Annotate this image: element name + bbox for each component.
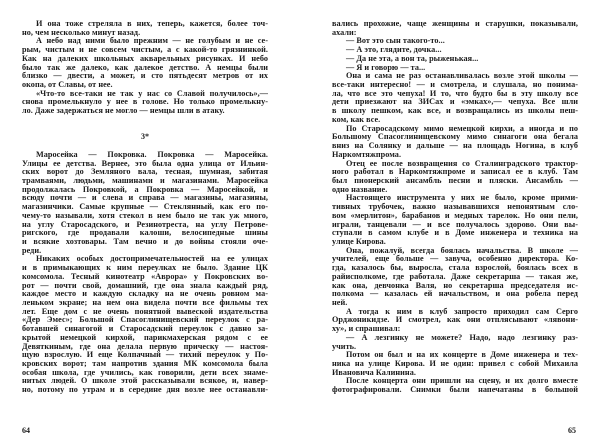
text-line: Потом он был и на их концерте в Доме инженера и тех- <box>346 350 578 360</box>
text-line: «Что-то все-таки не так у нас со Славой получилось»,— <box>36 88 268 98</box>
text-line: — Да не эта, а вон та, рыженькая... <box>346 53 479 63</box>
text-line: дети приезжают на ЗИСах и «эмках»,— чепуха. Все шли <box>332 97 578 107</box>
text-line: Улицы ее детства. Вернее, это была одна улица от Ильин- <box>22 158 268 168</box>
text-line: После концерта они пришли на сцену, и их долго вместе <box>346 376 578 386</box>
text-line: Девяткиным, где она делала первую прическу — настоя- <box>22 341 268 351</box>
text-line: Как на далеких школьных акварельных рисунках. И небо <box>22 53 268 63</box>
page-number-right: 65 <box>568 426 576 435</box>
text-line: в школу пешком, как все, и возвращались из школы пеш- <box>332 106 578 116</box>
page-number-left: 64 <box>22 426 30 435</box>
text-line: ских ворот до Земляного вала, тесная, шумная, забитая <box>22 167 268 177</box>
text-line: ло. Даже задержаться не могло — немцы шли в атаку. <box>22 106 225 116</box>
text-line: как она, девчонка Валя, но секретарша председателя ис- <box>332 280 578 290</box>
text-line: ней. <box>332 298 348 307</box>
text-line: щую взрослую. И еще Колпачный — тихий переулок у По- <box>22 350 268 360</box>
text-line: ху», и спрашивал: <box>332 324 401 334</box>
text-line: рым, чистым и не совсем чистым, а с какой-то грязнинкой. <box>22 45 268 55</box>
text-line: По Старосадскому мимо немецкой кирхи, а иногда и по <box>346 123 578 133</box>
text-line: Настоящего инструмента у них не было, кроме прими- <box>346 193 578 203</box>
text-line: Наркомтяжпрома. <box>332 149 402 159</box>
text-line: на углу Старосадского, и Резинотреста, на углу Петрове- <box>22 219 268 229</box>
left-page-text <box>22 20 268 395</box>
text-line: кровских ворот; там напротив здания МК комсомола была <box>22 359 268 369</box>
text-line: А тогда к ним в клуб запросто приходил сам Серго <box>346 306 578 316</box>
text-line: Она и сама не раз останавливалась возле этой школы — <box>346 71 578 81</box>
text-line: но, потому по утрам и в середине дня возле нее останавли- <box>22 385 268 395</box>
text-line: и всякие хозтовары. Там вечно и до войны стояли оче- <box>22 236 268 246</box>
text-line: Отец ее после возвращения со Сталинградского трактор- <box>346 158 578 168</box>
text-line: учить. <box>332 341 357 351</box>
text-line: продолжалась Покровкой, а Покровка — Маросейкой, и <box>22 184 268 194</box>
text-line: Маросейка — Покровка. Покровка — Маросейка. <box>36 149 268 159</box>
right-page <box>300 0 600 443</box>
text-line: тивных трубочек, важно называвшихся непонятным сло- <box>332 202 578 212</box>
text-line: играли, танцевали — и все получалось здорово. Они вы- <box>332 219 578 229</box>
text-line: — А это, глядите, дочка... <box>346 45 442 55</box>
text-line: Она, пожалуй, всегда боялась начальства. В школе — <box>346 245 578 255</box>
text-line: одно название. <box>332 184 388 194</box>
text-line: «Дер Эмес»; Большой Спасоглинищевский переулок с ра- <box>22 315 268 325</box>
text-line: трамваями, людьми, машинами и магазинами. Маросейка <box>22 175 268 185</box>
text-line: — Вот это сын такого-то... <box>346 36 445 46</box>
text-line: рот — почти свой, домашний, где она знала каждый ряд, <box>22 280 268 290</box>
text-line: реди. <box>22 245 42 255</box>
text-line: окопа, от Славы, от нее. <box>22 80 113 90</box>
text-line: ника на улице Кирова. И не один: привел с собой Михаила <box>332 359 578 369</box>
text-line: ла, что все это чепуха! И то, что будто бы в эту школу все <box>332 88 578 98</box>
text-line: крытой немецкой кирхой, парикмахерская рядом с ее <box>22 332 268 342</box>
text-line: но, чем несколько минут назад. <box>22 27 141 37</box>
text-line: — А лезгинку не можете? Надо, надо лезгинку раз- <box>346 332 578 342</box>
text-line: снова промелькнуло у нее в голове. Но только промелькну- <box>22 97 268 107</box>
text-line: райисполкоме, где работала. Даже секретарша — такая же, <box>332 271 578 281</box>
text-line <box>22 116 268 125</box>
text-line: фотографировали. Снимки были напечатаны в большой <box>332 385 578 395</box>
text-line: комсомола. Тесный кинотеатр «Аврора» у Покровских во- <box>22 271 268 281</box>
text-line: был пионерский ансамбль песни и пляски. Ансамбль — <box>332 175 578 185</box>
text-line: чему-то называли, хотя стекол в нем было не так уж много, <box>22 210 268 220</box>
text-line: гда, казалось бы, выросла, стала взрослой, боялась всех в <box>332 263 578 273</box>
text-line: И она тоже стреляла в них, теперь, кажется, более точ- <box>36 19 268 28</box>
text-line: вались прохожие, чаще женщины и старушки, показывали, <box>332 19 578 28</box>
text-line: близко — двести, а может, и сто пятьдесят метров от их <box>22 71 268 81</box>
text-line: ботавшей синагогой и Старосадский переулок с давно за- <box>22 324 268 334</box>
text-line: Никаких особых достопримечательностей на ее улицах <box>36 254 268 264</box>
text-line: Ивановича Калинина. <box>332 367 416 377</box>
text-line: вом «мерлитон», барабанов и медных тарелок. Но они пели, <box>332 210 578 220</box>
text-line: нитых людей. О школе этой рассказывали всякое, и, навер- <box>22 376 268 386</box>
text-line: особая школа, где учились, как говорили, дети всех знаме- <box>22 367 268 377</box>
text-line: А небо над ними было прежним — не голубым и не се- <box>36 36 268 46</box>
text-line: было так же далеко, как далекое детство. А немцы были <box>22 62 268 72</box>
text-line: лет. Еще дом с не очень понятной вывеской издательства <box>22 306 268 316</box>
text-line: ахали: <box>332 27 357 37</box>
text-line: ного работал в Наркомтяжпроме и записал ее в клуб. Там <box>332 167 578 177</box>
chapter-heading: 3* <box>140 132 150 142</box>
text-line: ком, как все. <box>332 114 381 124</box>
text-line: всюду почти — и слева и справа — магазины, магазины, <box>22 193 268 203</box>
text-line: Большому Спасоглинищевскому мимо синагоги она бегала <box>332 132 578 142</box>
text-line: вниз на Солянку и дальше — на площадь Ногина, в клуб <box>332 141 578 151</box>
text-line: ригского, где продавали калоши, велосипедные шины <box>22 228 268 238</box>
text-line: полкома — казалась ей начальством, и она робела перед <box>332 289 578 299</box>
text-line: Орджоникидзе. И смотрел, как они отплясывают «лявони- <box>332 315 578 325</box>
text-line: — Я и говорю — та... <box>346 62 426 72</box>
text-line: ступали в самом клубе и в Доме инженера и техника на <box>332 228 578 238</box>
text-line: каждое место и каждую складку на не очень ровном ма- <box>22 289 268 299</box>
text-line: леньком экране; на нем она видела почти все фильмы тех <box>22 298 268 307</box>
right-page-text <box>332 20 578 395</box>
text-line: все-таки интересно! — и смотрела, и слушала, но понима- <box>332 80 578 90</box>
text-line: учителей, еще больше — завуча, особенно директора. Ко- <box>332 254 578 264</box>
text-line: улице Кирова. <box>332 236 386 246</box>
text-line: и в примыкающих к ним переулках не было. Здание ЦК <box>22 263 268 273</box>
text-line: магазинчики. Самые крупные — Стеклянный, как его по- <box>22 202 268 212</box>
